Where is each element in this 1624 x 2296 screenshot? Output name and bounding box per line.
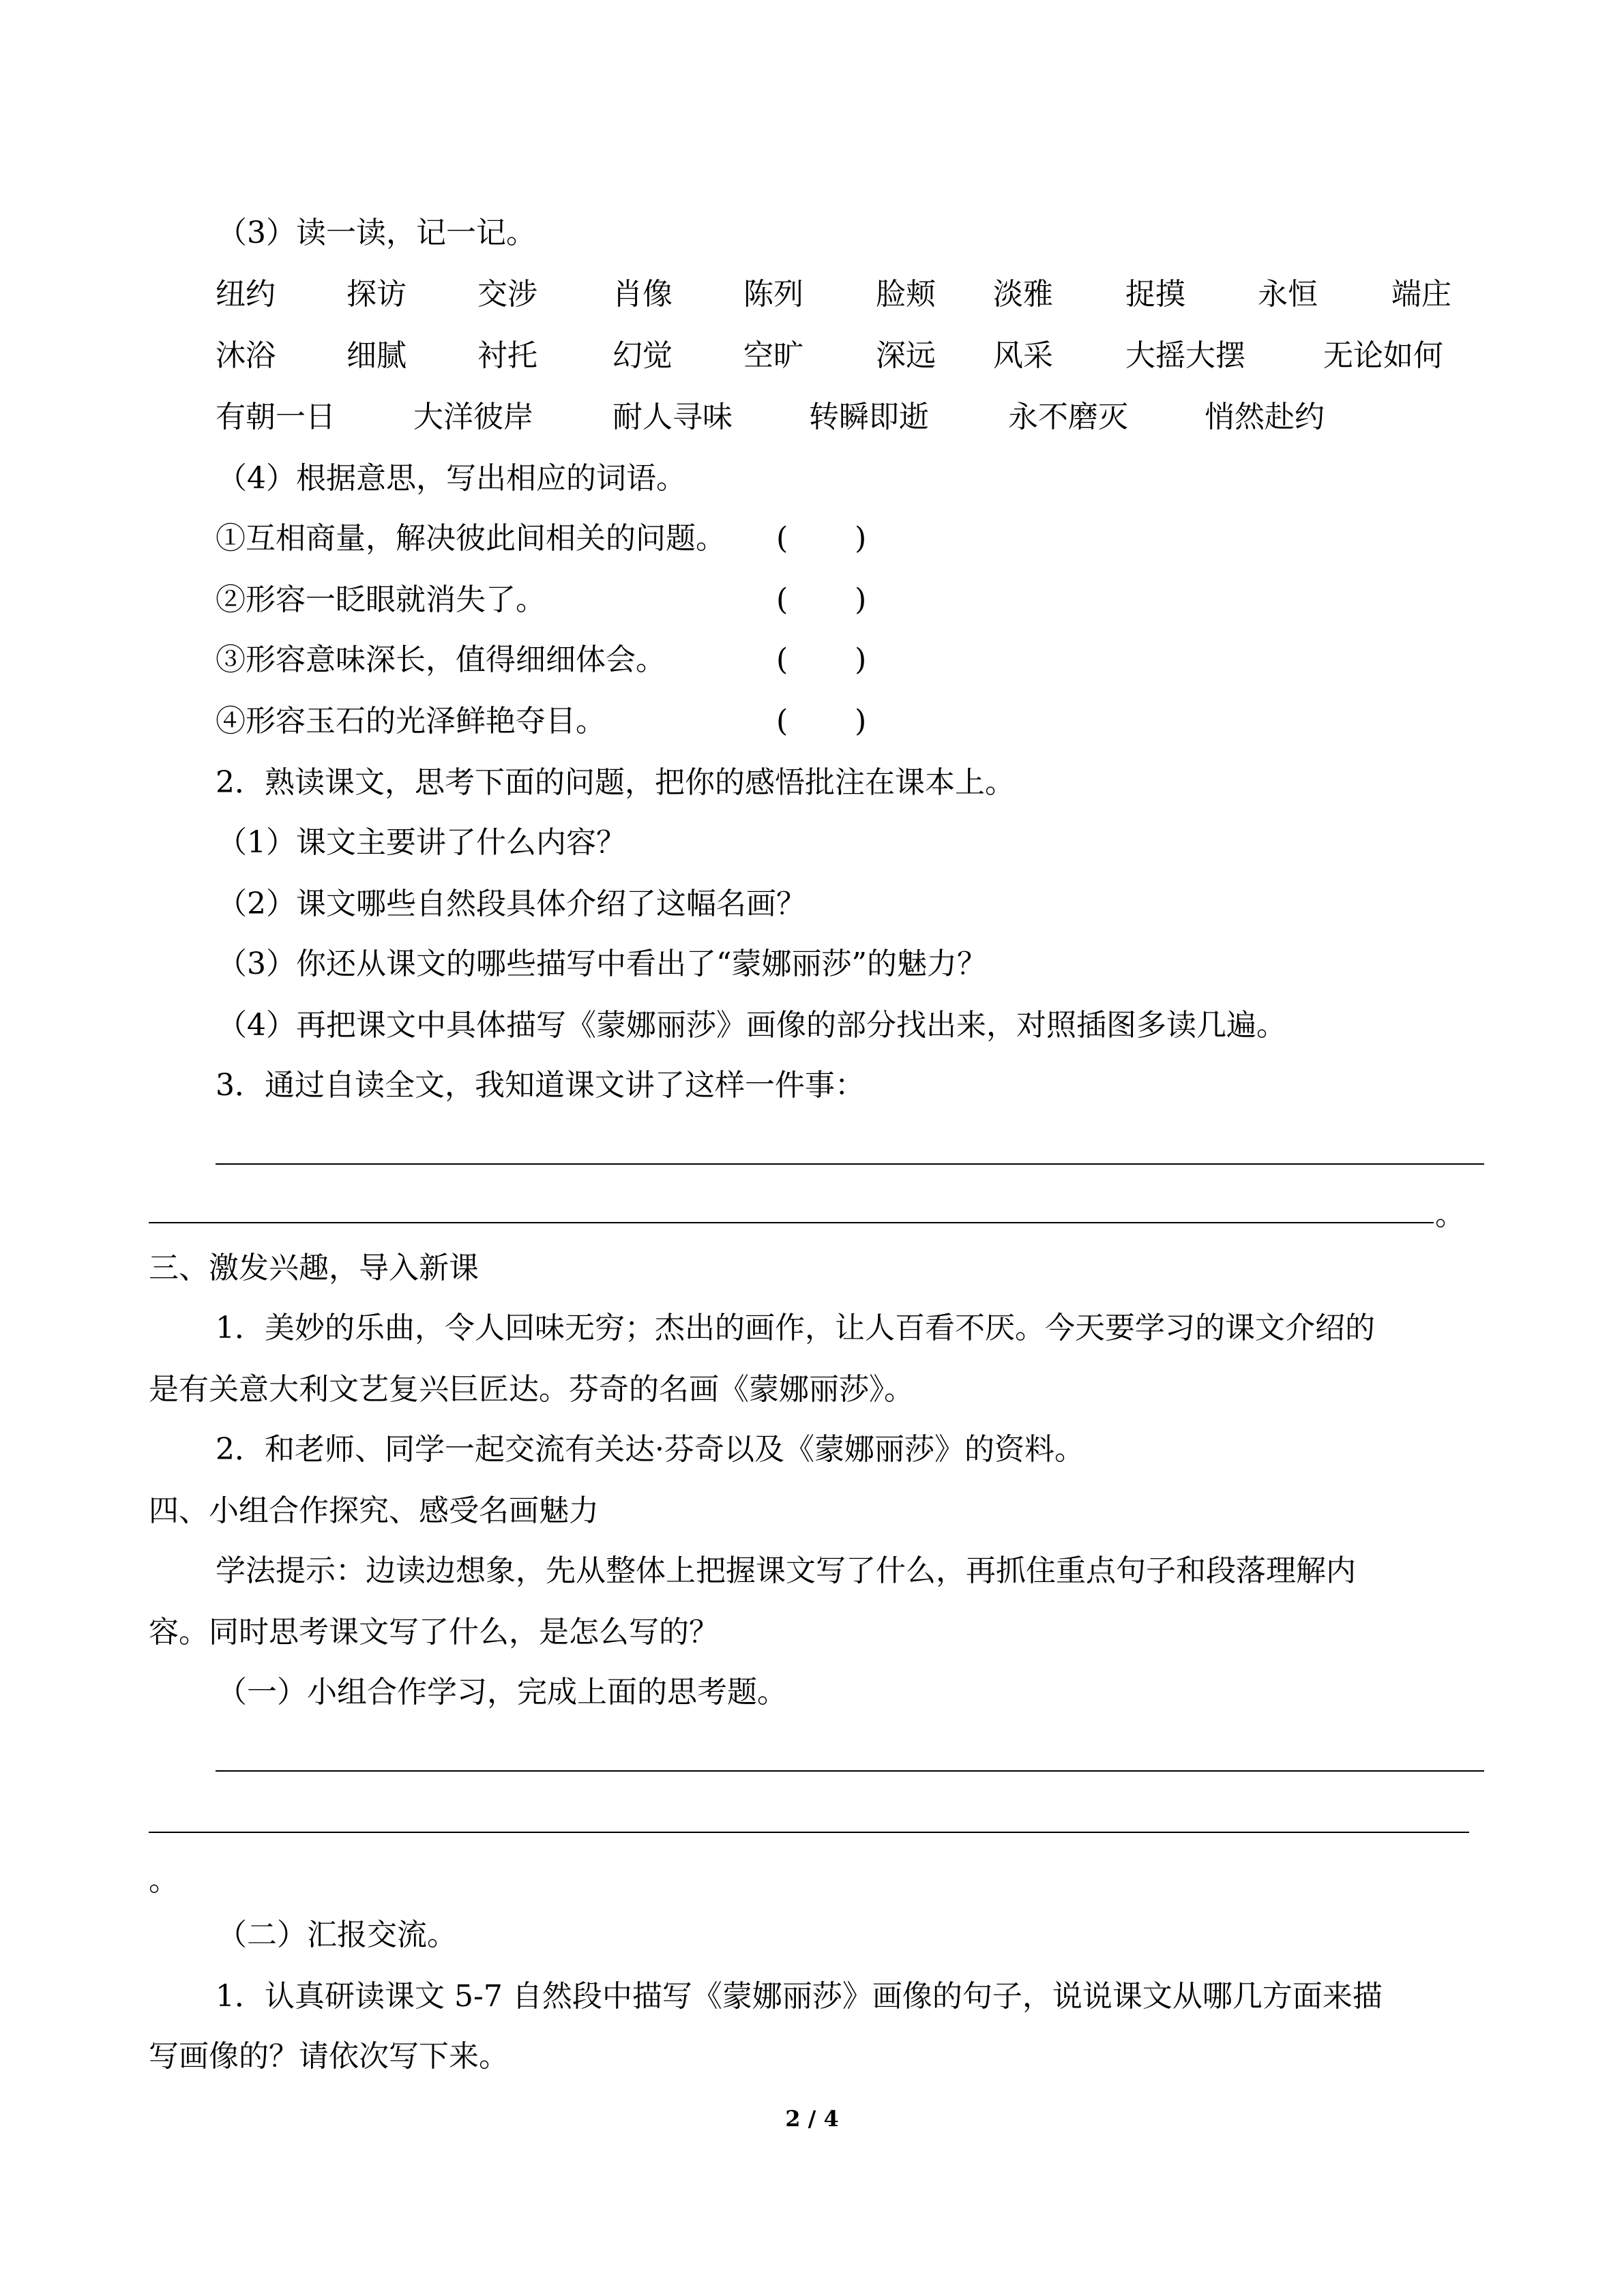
section-3-item-2: 2．和老师、同学一起交流有关达·芬奇以及《蒙娜丽莎》的资料。	[216, 1432, 1084, 1467]
question-4: ④形容玉石的光泽鲜艳夺目。	[216, 704, 606, 739]
vocab-word: 陈列	[743, 277, 803, 312]
answer-line[interactable]	[216, 1770, 1484, 1772]
page-number: 2 / 4	[785, 2106, 839, 2132]
section-3-item-1-line-2: 是有关意大利文艺复兴巨匠达。芬奇的名画《蒙娜丽莎》。	[149, 1372, 914, 1407]
item-2-question-4: （4）再把课文中具体描写《蒙娜丽莎》画像的部分找出来，对照插图多读几遍。	[217, 1008, 1286, 1043]
vocab-word: 淡雅	[993, 277, 1053, 312]
answer-blank[interactable]: ( )	[776, 704, 867, 739]
item-2-question-2: （2）课文哪些自然段具体介绍了这幅名画？	[217, 886, 806, 921]
task-2-item-1-line-1: 1．认真研读课文 5-7 自然段中描写《蒙娜丽莎》画像的句子，说说课文从哪几方面来描	[216, 1979, 1383, 2014]
vocab-word: 探访	[346, 277, 407, 312]
group-task-2: （二）汇报交流。	[217, 1918, 457, 1952]
vocab-word: 永恒	[1258, 277, 1318, 312]
answer-line[interactable]	[216, 1163, 1484, 1165]
vocab-word: 风采	[993, 338, 1053, 373]
item-2-question-1: （1）课文主要讲了什么内容？	[217, 825, 626, 860]
answer-blank[interactable]: ( )	[776, 582, 867, 617]
vocab-word: 端庄	[1391, 277, 1451, 312]
vocab-word: 无论如何	[1323, 338, 1443, 373]
vocab-word: 永不磨灭	[1008, 400, 1128, 434]
answer-line[interactable]	[149, 1222, 1434, 1223]
section-4-heading: 四、小组合作探究、感受名画魅力	[149, 1493, 599, 1528]
end-period: 。	[1435, 1197, 1465, 1232]
section-3-heading: 三、激发兴趣，导入新课	[149, 1251, 479, 1285]
vocab-word: 耐人寻味	[612, 400, 733, 434]
vocab-word: 有朝一日	[216, 400, 336, 434]
answer-line[interactable]	[149, 1832, 1469, 1833]
vocab-word: 悄然赴约	[1205, 400, 1325, 434]
task-2-item-1-line-2: 写画像的？请依次写下来。	[149, 2039, 509, 2074]
item-3-heading: 3．通过自读全文，我知道课文讲了这样一件事：	[216, 1068, 865, 1103]
item-2-heading: 2．熟读课文，思考下面的问题，把你的感悟批注在课本上。	[216, 765, 1015, 800]
vocab-word: 捉摸	[1125, 277, 1185, 312]
subheading-read-remember: （3）读一读，记一记。	[217, 215, 536, 250]
question-3: ③形容意味深长，值得细细体会。	[216, 642, 666, 677]
vocab-word: 衬托	[477, 338, 537, 373]
vocab-word: 交涉	[477, 277, 537, 312]
study-tip-line-2: 容。同时思考课文写了什么，是怎么写的？	[149, 1615, 719, 1650]
vocab-word: 纽约	[216, 277, 276, 312]
vocab-word: 大摇大摆	[1125, 338, 1245, 373]
vocab-word: 脸颊	[876, 277, 936, 312]
vocab-word: 转瞬即逝	[809, 400, 929, 434]
vocab-word: 深远	[876, 338, 936, 373]
answer-blank[interactable]: ( )	[776, 642, 867, 677]
section-3-item-1-line-1: 1．美妙的乐曲，令人回味无穷；杰出的画作，让人百看不厌。今天要学习的课文介绍的	[216, 1311, 1375, 1345]
item-2-question-3: （3）你还从课文的哪些描写中看出了“蒙娜丽莎”的魅力？	[217, 946, 987, 981]
subheading-write-words: （4）根据意思，写出相应的词语。	[217, 461, 686, 496]
group-task-1: （一）小组合作学习，完成上面的思考题。	[217, 1675, 787, 1710]
end-period: 。	[149, 1863, 179, 1898]
study-tip-line-1: 学法提示：边读边想象，先从整体上把握课文写了什么，再抓住重点句子和段落理解内	[216, 1553, 1356, 1588]
vocab-word: 大洋彼岸	[413, 400, 533, 434]
vocab-word: 沐浴	[216, 338, 276, 373]
vocab-word: 细腻	[346, 338, 407, 373]
vocab-word: 肖像	[612, 277, 673, 312]
vocab-word: 空旷	[743, 338, 803, 373]
vocab-word: 幻觉	[612, 338, 673, 373]
question-2: ②形容一眨眼就消失了。	[216, 582, 546, 617]
question-1: ①互相商量，解决彼此间相关的问题。	[216, 521, 726, 556]
answer-blank[interactable]: ( )	[776, 521, 867, 556]
